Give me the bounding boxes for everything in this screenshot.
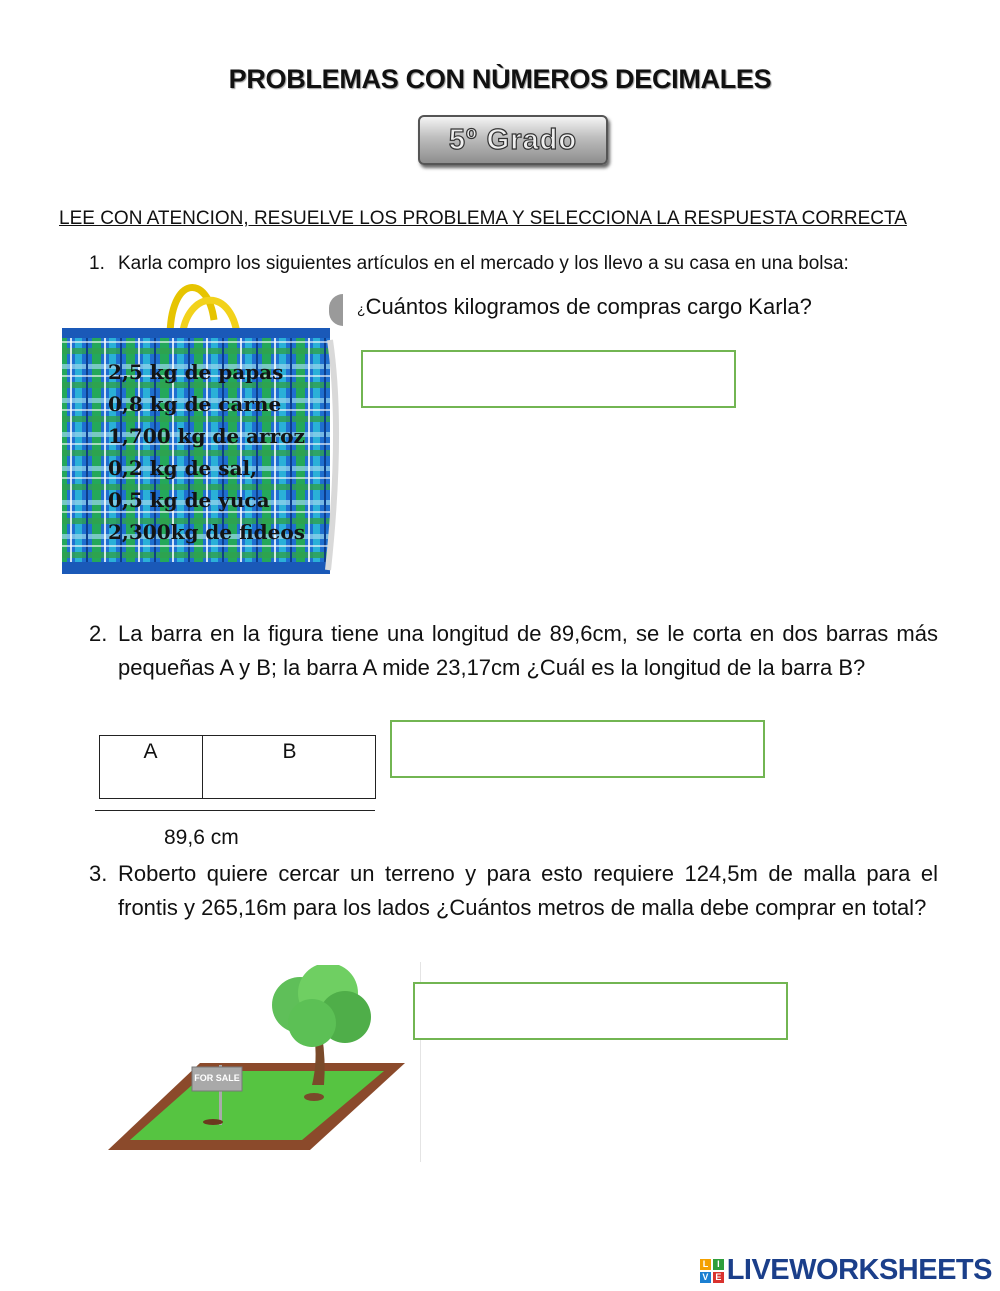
bar-b-label: B (282, 740, 297, 763)
q3-text: Roberto quiere cercar un terreno y para esto requiere 124,5m de malla para el frontis y 265,16m para los lados ¿Cuántos metros de malla debe comprar en total? (118, 861, 938, 920)
q1-text: Karla compro los siguientes artículos en el mercado y los llevo a su casa en una bolsa: (118, 253, 849, 274)
q3-number: 3. (89, 861, 108, 886)
bag-item: 2,5 kg de papas (108, 360, 284, 384)
q1-question-text: Cuántos kilogramos de compras cargo Karla? (365, 294, 812, 319)
q1-answer-input[interactable] (361, 350, 736, 408)
q2-number: 2. (89, 621, 108, 646)
logo-letter: V (700, 1272, 711, 1283)
bag-items-list (108, 356, 305, 548)
logo-mark-icon (700, 1259, 724, 1283)
land-plot-image (100, 965, 420, 1160)
bag-item: 1,700 kg de arroz (108, 424, 305, 448)
q1-question (357, 294, 812, 320)
bag-item: 0,8 kg de carne (108, 392, 282, 416)
instructions: LEE CON ATENCION, RESUELVE LOS PROBLEMA Y SELECCIONA LA RESPUESTA CORRECTA (59, 208, 907, 229)
logo-letter: L (700, 1259, 711, 1270)
q2-text: La barra en la figura tiene una longitud de 89,6cm, se le corta en dos barras más pequeñas A y B; la barra A mide 23,17cm ¿Cuál es la longitud de la barra B? (118, 621, 938, 680)
logo-letter: I (713, 1259, 724, 1270)
tree-land-icon (100, 965, 420, 1160)
page-title: PROBLEMAS CON NÙMEROS DECIMALES (228, 64, 772, 94)
bag-item: 2,300kg de fideos (108, 520, 305, 544)
grade-badge: 5º Grado (418, 115, 608, 165)
liveworksheets-logo[interactable] (700, 1254, 992, 1287)
bar-length-label: 89,6 cm (164, 826, 239, 849)
q1-question-mark: ¿ (357, 301, 366, 317)
bar-a-label: A (143, 740, 158, 763)
q1-number: 1. (89, 253, 105, 274)
for-sale-sign: FOR SALE (194, 1073, 240, 1083)
q2-answer-input[interactable] (390, 720, 765, 778)
logo-text: LIVEWORKSHEETS (726, 1254, 992, 1286)
logo-letter: E (713, 1272, 724, 1283)
q3-answer-input[interactable] (413, 982, 788, 1040)
bag-item: 0,2 kg de sal, (108, 456, 258, 480)
bag-item: 0,5 kg de yuca (108, 488, 270, 512)
measure-line (95, 810, 375, 811)
